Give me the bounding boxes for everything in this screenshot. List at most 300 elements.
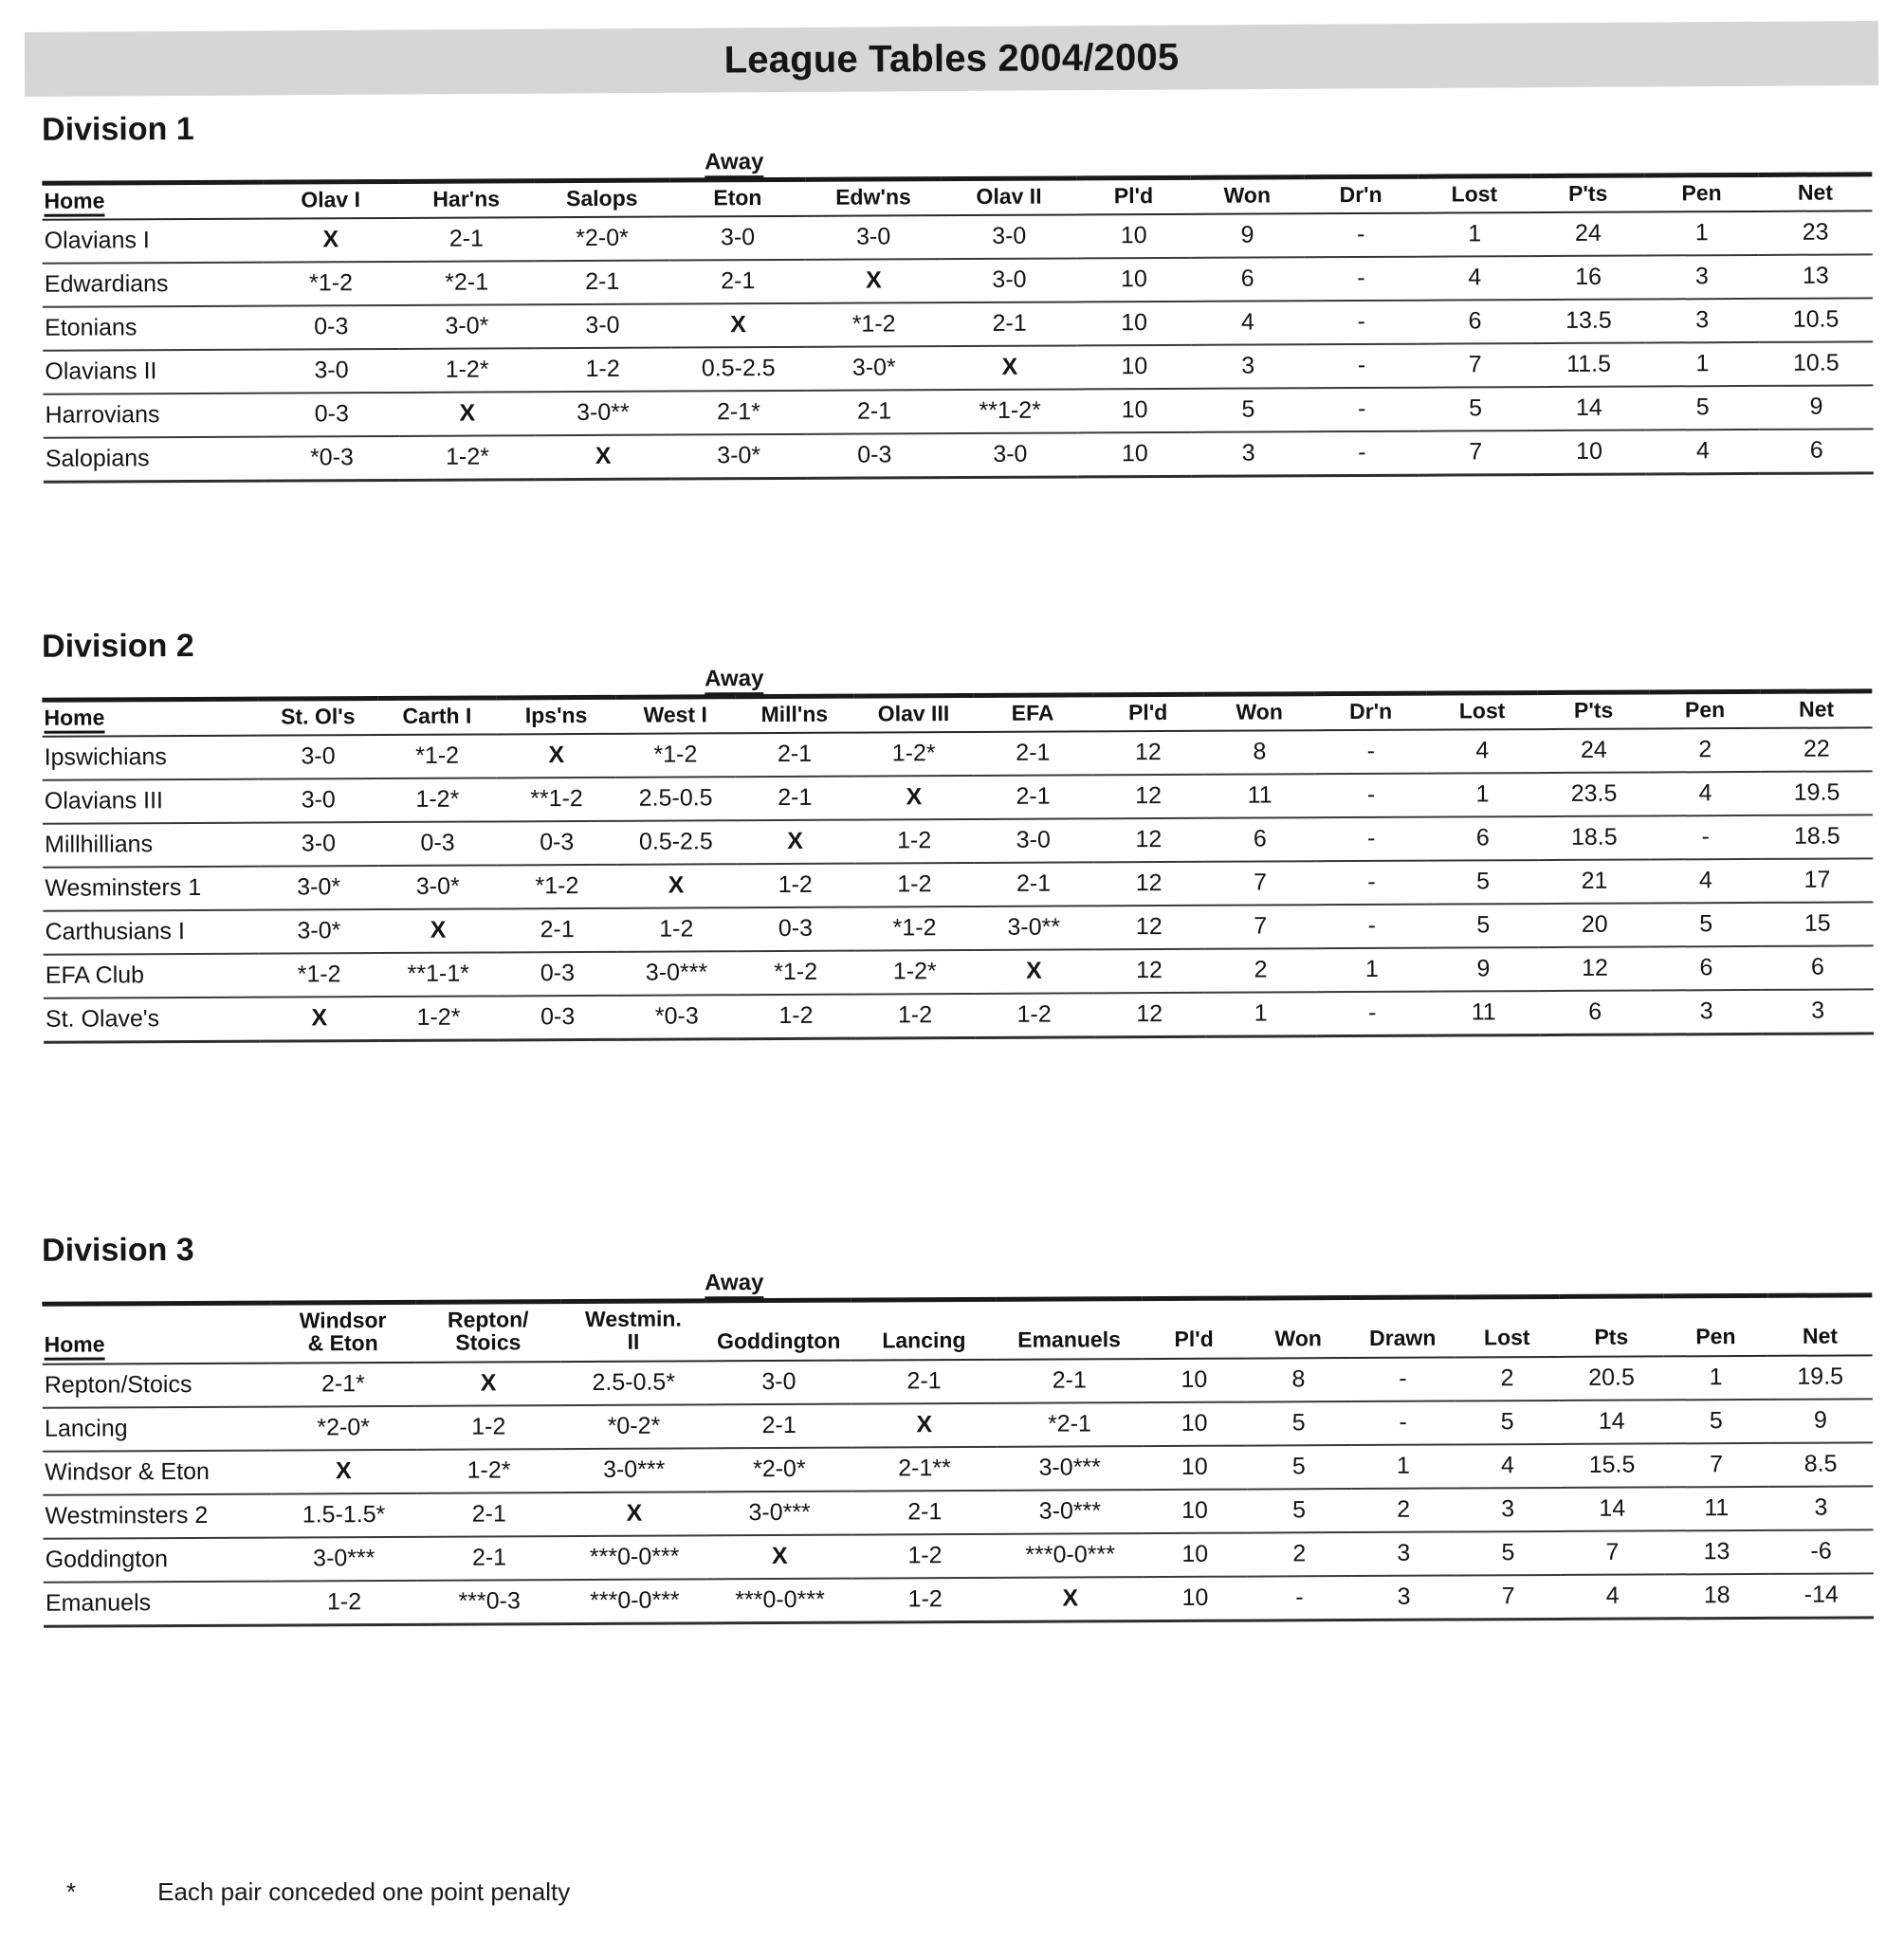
result-cell: 1-2: [854, 863, 974, 907]
result-cell: 2-1: [852, 1491, 998, 1535]
column-header-stat: Won: [1203, 694, 1315, 731]
stat-cell: 1: [1427, 773, 1539, 817]
stat-cell: 11: [1428, 991, 1540, 1035]
result-cell: ***0-3: [416, 1580, 561, 1624]
result-cell: 2-1: [398, 218, 534, 263]
stat-cell: 11: [1204, 775, 1316, 819]
result-cell: ***0-0***: [707, 1578, 852, 1622]
stat-cell: 17: [1762, 859, 1874, 904]
column-header-stat: Won: [1246, 1298, 1350, 1359]
result-cell: *2-0*: [270, 1406, 415, 1451]
result-cell: 1-2: [852, 1578, 998, 1622]
stat-cell: -6: [1768, 1529, 1873, 1574]
stat-cell: 2: [1247, 1532, 1351, 1577]
stat-cell: 19.5: [1767, 1355, 1872, 1400]
stat-cell: 9: [1768, 1399, 1873, 1443]
no-fixture-cell: X: [670, 303, 806, 348]
stat-cell: 5: [1246, 1401, 1350, 1446]
column-header-stat: Lost: [1455, 1296, 1559, 1357]
no-fixture-cell: X: [998, 1577, 1143, 1621]
stat-cell: 10: [1078, 432, 1192, 477]
stat-cell: 12: [1093, 993, 1205, 1037]
result-cell: *1-2: [498, 865, 617, 909]
stat-cell: 7: [1419, 430, 1532, 475]
result-cell: 3-0*: [399, 305, 535, 350]
result-cell: 3-0***: [271, 1537, 416, 1582]
page-title: League Tables 2004/2005: [723, 36, 1180, 81]
stat-cell: 2: [1205, 949, 1317, 994]
stat-cell: 5: [1247, 1489, 1351, 1533]
result-cell: 2-1: [974, 776, 1093, 820]
stat-cell: 13.5: [1531, 300, 1645, 344]
stat-cell: 3: [1645, 255, 1759, 300]
stat-cell: 18.5: [1538, 816, 1650, 861]
result-cell: 1-2*: [855, 950, 975, 995]
result-cell: *1-2: [263, 262, 398, 306]
result-cell: 1-2*: [379, 997, 499, 1041]
result-cell: 0-3: [264, 393, 399, 437]
result-cell: 0-3: [378, 822, 498, 867]
team-name-cell: Olavians I: [43, 219, 264, 264]
column-header-stat: Drawn: [1350, 1297, 1455, 1358]
division-heading: Division 2: [41, 628, 194, 665]
no-fixture-cell: X: [736, 820, 855, 865]
result-cell: 1-2*: [854, 732, 974, 777]
result-cell: 3-0: [943, 433, 1078, 478]
result-cell: 1-2*: [399, 436, 535, 481]
no-fixture-cell: X: [497, 734, 616, 778]
column-header-stat: Net: [1761, 691, 1873, 728]
stat-cell: 20: [1539, 904, 1651, 948]
result-cell: 0.5-2.5: [670, 347, 806, 392]
result-cell: 3-0: [706, 1360, 851, 1404]
stat-cell: 14: [1560, 1400, 1664, 1444]
column-header-opponent: Eton: [669, 179, 805, 217]
result-cell: 3-0: [974, 819, 1093, 864]
result-cell: 2-1: [973, 732, 1092, 777]
team-name-cell: Emanuels: [44, 1581, 272, 1626]
table-body: [43, 211, 1874, 483]
stat-cell: -: [1351, 1401, 1455, 1445]
stat-cell: 3: [1351, 1575, 1455, 1620]
stat-cell: -: [1350, 1357, 1455, 1401]
column-header-opponent: Olav II: [941, 178, 1076, 216]
result-cell: ***0-0***: [562, 1579, 707, 1623]
result-cell: *1-2: [736, 951, 855, 996]
column-header-stat: Dr'n: [1304, 176, 1418, 213]
column-header-opponent: EFA: [973, 695, 1092, 732]
result-cell: 3-0**: [974, 906, 1093, 951]
result-cell: ***0-0***: [998, 1533, 1143, 1578]
no-fixture-cell: X: [851, 1403, 997, 1448]
stat-cell: 10: [1077, 345, 1191, 390]
away-label: Away: [57, 663, 1411, 698]
result-cell: 1-2: [852, 1534, 998, 1579]
column-header-stat: Lost: [1426, 693, 1538, 730]
result-cell: 1.5-1.5*: [271, 1493, 416, 1538]
result-cell: 2-1: [851, 1360, 997, 1404]
result-cell: 3-0***: [998, 1446, 1143, 1491]
stat-cell: 10: [1077, 302, 1191, 346]
result-cell: 3-0*: [671, 434, 807, 479]
result-cell: 2-1: [498, 908, 617, 953]
result-cell: ***0-0***: [561, 1535, 706, 1580]
stat-cell: 7: [1455, 1575, 1560, 1620]
result-cell: **1-2: [497, 778, 616, 822]
result-cell: 2.5-0.5*: [561, 1361, 706, 1405]
no-fixture-cell: X: [806, 260, 942, 304]
stat-cell: 22: [1761, 728, 1873, 773]
stat-cell: 3: [1768, 1486, 1873, 1530]
stat-cell: 12: [1092, 818, 1204, 863]
stat-cell: -14: [1769, 1573, 1874, 1618]
result-cell: 3-0: [942, 215, 1077, 260]
stat-cell: 6: [1762, 946, 1874, 991]
column-header-opponent: Olav I: [263, 181, 398, 219]
table-row: [44, 430, 1874, 483]
result-cell: *2-1: [997, 1402, 1142, 1447]
stat-cell: 7: [1664, 1443, 1768, 1488]
team-name-cell: Etonians: [43, 306, 264, 351]
stat-cell: 11: [1664, 1487, 1768, 1531]
result-cell: 1-2: [975, 994, 1094, 1038]
league-table-division-3: [42, 1292, 1874, 1627]
stat-cell: 4: [1646, 430, 1760, 474]
stat-cell: -: [1305, 431, 1419, 476]
stat-cell: 13: [1759, 255, 1873, 300]
result-cell: 0-3: [498, 996, 617, 1040]
column-header-stat: Net: [1767, 1295, 1872, 1356]
table-header-row: [42, 1295, 1872, 1364]
stat-cell: 23.5: [1538, 773, 1650, 817]
table-body: [43, 728, 1875, 1043]
stat-cell: 18.5: [1761, 815, 1873, 860]
column-header-stat: Dr'n: [1315, 693, 1427, 730]
stat-cell: 9: [1190, 214, 1304, 259]
stat-cell: 12: [1539, 947, 1651, 992]
stat-cell: 19.5: [1761, 772, 1873, 816]
column-header-opponent: Olav III: [854, 695, 974, 732]
result-cell: 3-0*: [259, 866, 378, 910]
stat-cell: 5: [1455, 1531, 1560, 1576]
result-cell: 3-0***: [706, 1491, 851, 1535]
stat-cell: -: [1315, 774, 1427, 818]
stat-cell: 1: [1663, 1356, 1767, 1401]
stat-cell: 1: [1418, 212, 1531, 257]
division-section-1: [0, 102, 1904, 484]
stat-cell: 10: [1143, 1532, 1247, 1577]
stat-cell: 4: [1561, 1574, 1665, 1619]
document-title-banner: [25, 21, 1878, 97]
stat-cell: 6: [1419, 300, 1532, 344]
result-cell: *2-0*: [706, 1447, 851, 1492]
column-header-stat: Pl'd: [1076, 177, 1190, 214]
stat-cell: 3: [1351, 1531, 1455, 1576]
stat-cell: 14: [1560, 1487, 1664, 1531]
stat-cell: 6: [1760, 430, 1874, 474]
result-cell: *0-2*: [561, 1404, 706, 1449]
stat-cell: 9: [1759, 386, 1873, 430]
stat-cell: -: [1315, 730, 1427, 775]
column-header-opponent: Mill'ns: [735, 696, 854, 733]
team-name-cell: Goddington: [44, 1537, 272, 1582]
stat-cell: 10: [1078, 389, 1192, 433]
column-header-opponent: Carth I: [377, 698, 497, 735]
result-cell: *1-2: [855, 906, 975, 951]
stat-cell: 18: [1665, 1574, 1769, 1619]
result-cell: 3-0***: [561, 1448, 706, 1492]
no-fixture-cell: X: [942, 346, 1077, 391]
stat-cell: -: [1305, 301, 1419, 345]
stat-cell: 14: [1532, 387, 1646, 431]
team-name-cell: EFA Club: [44, 954, 260, 998]
stat-cell: 5: [1191, 389, 1305, 433]
result-cell: 3-0: [942, 259, 1077, 303]
stat-cell: 12: [1092, 775, 1204, 819]
team-name-cell: Olavians III: [43, 779, 259, 824]
result-cell: 3-0*: [378, 866, 498, 910]
column-header-opponent: Goddington: [705, 1300, 851, 1361]
result-cell: 1-2: [616, 908, 736, 953]
no-fixture-cell: X: [854, 776, 974, 820]
stat-cell: 5: [1419, 387, 1532, 431]
stat-cell: 9: [1428, 947, 1540, 992]
stat-cell: -: [1305, 344, 1419, 389]
result-cell: 0-3: [807, 434, 943, 479]
team-name-cell: Millhillians: [43, 823, 259, 868]
stat-cell: 24: [1538, 729, 1650, 774]
footnote-marker: *: [66, 1877, 77, 1906]
stat-cell: 10: [1142, 1401, 1246, 1446]
stat-cell: 10.5: [1759, 299, 1873, 343]
stat-cell: 3: [1645, 299, 1759, 343]
stat-cell: 2: [1455, 1357, 1559, 1401]
stat-cell: 11.5: [1532, 343, 1646, 388]
no-fixture-cell: X: [271, 1450, 416, 1494]
stat-cell: 4: [1191, 302, 1305, 346]
stat-cell: 5: [1427, 904, 1539, 948]
stat-cell: 12: [1093, 862, 1205, 906]
no-fixture-cell: X: [378, 909, 498, 954]
result-cell: 2-1: [416, 1492, 561, 1537]
stat-cell: 24: [1531, 212, 1645, 257]
stat-cell: 23: [1759, 211, 1873, 256]
column-header-stat: Pl'd: [1142, 1298, 1246, 1359]
no-fixture-cell: X: [975, 950, 1094, 995]
stat-cell: -: [1247, 1576, 1351, 1620]
stat-cell: 7: [1204, 862, 1316, 906]
column-header-home: Home: [42, 699, 258, 737]
result-cell: 2-1: [974, 863, 1093, 907]
stat-cell: 4: [1426, 729, 1538, 774]
result-cell: 2-1*: [670, 391, 806, 435]
column-header-stat: Pts: [1559, 1296, 1663, 1357]
column-header-stat: Pen: [1645, 174, 1759, 211]
stat-cell: -: [1316, 992, 1428, 1036]
column-header-stat: Pl'd: [1092, 694, 1204, 731]
result-cell: 3-0: [259, 778, 378, 823]
stat-cell: 8: [1246, 1358, 1350, 1402]
stat-cell: 10: [1077, 258, 1191, 302]
result-cell: **1-2*: [942, 390, 1077, 434]
result-cell: 3-0: [259, 735, 378, 779]
result-cell: 2-1: [735, 777, 854, 821]
result-cell: 3-0***: [998, 1490, 1143, 1534]
no-fixture-cell: X: [415, 1362, 560, 1406]
result-cell: 3-0: [669, 216, 805, 261]
result-cell: *1-2: [260, 953, 379, 998]
no-fixture-cell: X: [616, 865, 736, 909]
stat-cell: 10: [1532, 430, 1646, 475]
column-header-opponent: Westmin. II: [560, 1301, 705, 1362]
result-cell: 1-2*: [399, 349, 535, 394]
stat-cell: 16: [1531, 256, 1645, 301]
column-header-stat: Won: [1190, 177, 1304, 214]
stat-cell: 3: [1651, 990, 1763, 1034]
result-cell: 1-2: [854, 819, 974, 864]
result-cell: 2-1: [670, 260, 806, 304]
stat-cell: 5: [1247, 1445, 1351, 1490]
result-cell: 1-2*: [416, 1449, 561, 1493]
stat-cell: 1: [1205, 993, 1317, 1037]
division-section-2: [0, 619, 1904, 1044]
table-body: [43, 1355, 1874, 1626]
result-cell: **1-1*: [378, 953, 498, 998]
result-cell: 1-2: [736, 864, 855, 908]
team-name-cell: Wesminsters 1: [43, 867, 259, 911]
stat-cell: 13: [1664, 1530, 1768, 1575]
team-name-cell: Olavians II: [43, 350, 264, 394]
stat-cell: 10: [1143, 1576, 1247, 1620]
stat-cell: 15.5: [1560, 1443, 1664, 1488]
stat-cell: 12: [1093, 906, 1205, 950]
result-cell: 0-3: [498, 952, 617, 997]
result-cell: 0.5-2.5: [616, 821, 736, 866]
table-row: [44, 990, 1874, 1043]
result-cell: 2-1: [806, 391, 942, 435]
result-cell: 3-0*: [806, 347, 942, 392]
team-name-cell: St. Olave's: [44, 998, 260, 1043]
stat-cell: 7: [1204, 906, 1316, 950]
stat-cell: 4: [1455, 1444, 1560, 1489]
stat-cell: 3: [1192, 432, 1306, 477]
stat-cell: 3: [1455, 1488, 1560, 1532]
stat-cell: -: [1316, 861, 1428, 906]
stat-cell: -: [1304, 213, 1418, 258]
stat-cell: 10: [1143, 1489, 1247, 1533]
stat-cell: 20.5: [1559, 1356, 1663, 1401]
result-cell: 3-0: [264, 349, 399, 394]
result-cell: 1-2: [736, 995, 855, 1039]
result-cell: 0-3: [264, 305, 399, 350]
team-name-cell: Lancing: [43, 1406, 271, 1451]
result-cell: 2.5-0.5: [616, 778, 736, 822]
stat-cell: 5: [1455, 1401, 1560, 1445]
team-name-cell: Carthusians I: [43, 910, 259, 955]
team-name-cell: Edwardians: [43, 263, 264, 307]
column-header-opponent: Edw'ns: [805, 179, 941, 217]
table-row: [44, 1573, 1874, 1626]
division-heading: Division 3: [41, 1232, 194, 1269]
column-header-stat: Lost: [1418, 176, 1531, 213]
no-fixture-cell: X: [260, 997, 379, 1041]
stat-cell: 5: [1650, 903, 1762, 947]
result-cell: *0-3: [264, 436, 399, 481]
league-table-division-1: [42, 172, 1874, 484]
stat-cell: 12: [1093, 949, 1205, 994]
stat-cell: -: [1305, 388, 1419, 432]
stat-cell: 12: [1092, 731, 1204, 776]
stat-cell: 5: [1427, 860, 1539, 905]
result-cell: 2-1: [997, 1359, 1142, 1403]
stat-cell: 1: [1645, 211, 1759, 256]
stat-cell: 6: [1539, 991, 1651, 1035]
column-header-opponent: Lancing: [851, 1299, 997, 1360]
result-cell: 0-3: [497, 821, 616, 866]
result-cell: 2-1: [416, 1536, 561, 1581]
stat-cell: 6: [1427, 816, 1539, 861]
column-header-opponent: St. Ol's: [258, 699, 377, 736]
result-cell: 3-0*: [259, 909, 378, 954]
result-cell: *0-3: [617, 996, 737, 1040]
stat-cell: 6: [1651, 946, 1763, 991]
column-header-stat: P'ts: [1538, 692, 1650, 729]
column-header-opponent: West I: [615, 697, 735, 734]
result-cell: 3-0: [259, 822, 378, 867]
division-heading: Division 1: [41, 111, 194, 148]
result-cell: 3-0***: [617, 952, 737, 997]
team-name-cell: Harrovians: [43, 394, 264, 438]
stat-cell: 2: [1351, 1488, 1455, 1532]
result-cell: *1-2: [377, 735, 497, 779]
result-cell: 3-0: [806, 216, 942, 261]
stat-cell: 1: [1316, 948, 1428, 993]
result-cell: 1-2: [855, 994, 975, 1038]
stat-cell: 10: [1143, 1445, 1247, 1490]
result-cell: 2-1**: [851, 1447, 997, 1492]
stat-cell: 3: [1762, 990, 1874, 1034]
stat-cell: -: [1316, 905, 1428, 949]
stat-cell: 8.5: [1768, 1442, 1873, 1487]
stat-cell: 5: [1646, 386, 1760, 430]
column-header-opponent: Emanuels: [997, 1299, 1142, 1360]
no-fixture-cell: X: [707, 1534, 852, 1579]
stat-cell: -: [1305, 257, 1419, 302]
column-header-opponent: Salops: [534, 180, 669, 218]
stat-cell: 4: [1418, 256, 1531, 301]
result-cell: 3-0**: [535, 392, 670, 436]
stat-cell: 6: [1204, 818, 1316, 863]
stat-cell: -: [1650, 815, 1762, 860]
column-header-home: Home: [42, 182, 263, 220]
team-name-cell: Ipswichians: [43, 736, 259, 780]
team-name-cell: Windsor & Eton: [43, 1450, 271, 1494]
result-cell: 3-0: [535, 304, 670, 349]
stat-cell: 2: [1649, 728, 1761, 773]
team-name-cell: Westminsters 2: [43, 1493, 271, 1538]
result-cell: 2-1: [706, 1403, 851, 1448]
column-header-opponent: Repton/ Stoics: [415, 1302, 560, 1363]
division-section-3: [0, 1223, 1904, 1628]
result-cell: 2-1: [535, 261, 670, 305]
column-header-stat: Net: [1758, 174, 1872, 211]
column-header-home: Home: [42, 1303, 270, 1364]
stat-cell: 3: [1191, 345, 1305, 390]
stat-cell: 7: [1419, 343, 1532, 388]
away-label: Away: [57, 146, 1411, 181]
stat-cell: 10: [1077, 214, 1191, 259]
stat-cell: 15: [1762, 903, 1874, 947]
